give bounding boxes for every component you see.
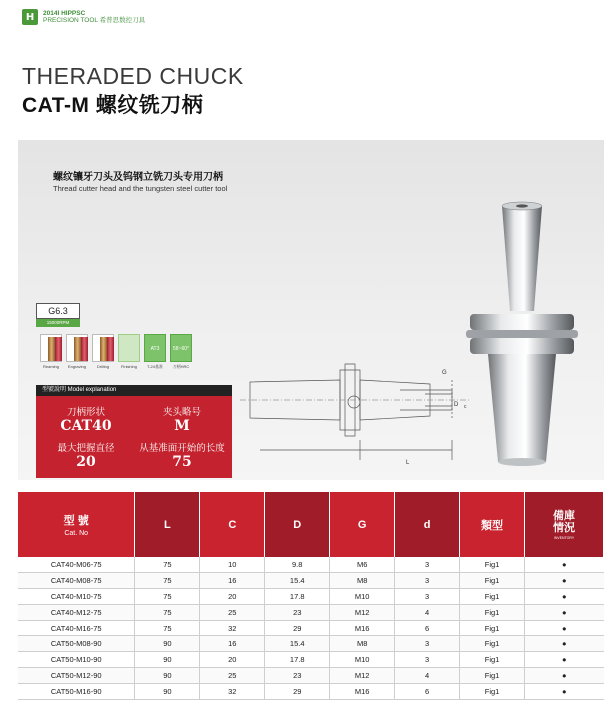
shank-label: 刀柄形状 — [66, 407, 105, 418]
cell-d: 6 — [395, 620, 460, 636]
cell-cat-no: CAT50-M10-90 — [18, 652, 135, 668]
spec-table — [18, 492, 604, 700]
cell-type: Fig1 — [460, 589, 525, 605]
cell-type: Fig1 — [460, 604, 525, 620]
model-explanation-box — [36, 396, 232, 478]
cell-L: 75 — [135, 620, 200, 636]
table-row — [18, 557, 604, 573]
grip-label: 最大把握直径 — [57, 443, 115, 454]
cell-L: 90 — [135, 652, 200, 668]
cell-D: 29 — [265, 620, 330, 636]
cell-G: M8 — [330, 636, 395, 652]
cell-stock: ● — [525, 620, 604, 636]
cell-L: 75 — [135, 604, 200, 620]
icon-captions — [40, 364, 192, 370]
cell-C: 16 — [200, 573, 265, 589]
cell-C: 32 — [200, 620, 265, 636]
at3-icon: AT3 — [144, 334, 166, 362]
col-D: D — [265, 492, 330, 557]
cell-cat-no: CAT50-M16-90 — [18, 683, 135, 699]
cell-d: 4 — [395, 604, 460, 620]
reaming-icon — [40, 334, 62, 362]
cell-cat-no: CAT40-M06-75 — [18, 557, 135, 573]
table-header-row — [18, 492, 604, 557]
cell-D: 15.4 — [265, 636, 330, 652]
cell-stock: ● — [525, 683, 604, 699]
cell-C: 16 — [200, 636, 265, 652]
col-stock — [525, 492, 604, 557]
logo-line-2: PRECISION TOOL 希普思数控刀具 — [43, 17, 146, 24]
cell-cat-no: CAT40-M08-75 — [18, 573, 135, 589]
cell-D: 29 — [265, 683, 330, 699]
cell-cat-no: CAT50-M08-90 — [18, 636, 135, 652]
table-row — [18, 683, 604, 699]
chuck-label: 夹头略号 — [162, 407, 201, 418]
cell-stock: ● — [525, 573, 604, 589]
table-row — [18, 589, 604, 605]
brand-logo — [22, 9, 145, 25]
cell-D: 17.8 — [265, 652, 330, 668]
cell-C: 32 — [200, 683, 265, 699]
cell-cat-no: CAT50-M12-90 — [18, 668, 135, 684]
cell-type: Fig1 — [460, 620, 525, 636]
logo-line-1: 2014I HIPPSC — [43, 9, 86, 17]
cell-D: 23 — [265, 668, 330, 684]
tool-holder-image — [462, 196, 582, 472]
cell-L: 90 — [135, 683, 200, 699]
col-cat-no — [18, 492, 135, 557]
description-cn: 螺纹镶牙刀头及钨钢立铣刀头专用刀柄 — [53, 172, 223, 183]
cell-d: 3 — [395, 573, 460, 589]
dim-label-L: L — [406, 460, 410, 466]
cell-G: M8 — [330, 573, 395, 589]
col-stock-cn: 備庫 情況 — [553, 509, 575, 534]
cell-L: 75 — [135, 589, 200, 605]
length-value: 75 — [172, 454, 192, 470]
cell-G: M6 — [330, 557, 395, 573]
cell-stock: ● — [525, 636, 604, 652]
cell-type: Fig1 — [460, 557, 525, 573]
caption-drilling: Drilling — [96, 364, 110, 369]
dim-label-c: c — [464, 404, 467, 410]
cell-D: 23 — [265, 604, 330, 620]
cell-G: M16 — [330, 620, 395, 636]
cell-type: Fig1 — [460, 668, 525, 684]
cell-L: 75 — [135, 573, 200, 589]
cell-C: 10 — [200, 557, 265, 573]
cell-G: M10 — [330, 652, 395, 668]
table-row — [18, 620, 604, 636]
col-C: C — [200, 492, 265, 557]
cell-G: M16 — [330, 683, 395, 699]
cell-D: 15.4 — [265, 573, 330, 589]
cell-d: 3 — [395, 652, 460, 668]
table-body — [18, 557, 604, 699]
cell-C: 20 — [200, 589, 265, 605]
page-title-en: THERADED CHUCK — [22, 63, 244, 89]
cell-stock: ● — [525, 589, 604, 605]
hrc-icon: 58~60° — [170, 334, 192, 362]
cell-stock: ● — [525, 604, 604, 620]
caption-engraving: Engraving — [67, 364, 86, 369]
chuck-value: M — [174, 418, 190, 434]
cell-G: M12 — [330, 668, 395, 684]
cell-cat-no: CAT40-M16-75 — [18, 620, 135, 636]
cell-G: M12 — [330, 604, 395, 620]
cell-D: 9.8 — [265, 557, 330, 573]
cell-type: Fig1 — [460, 573, 525, 589]
rpm-badge: 15000RPM — [36, 319, 80, 327]
dim-label-D: D — [454, 402, 459, 408]
balance-grade: G6.3 — [36, 303, 80, 319]
finishing-icon — [118, 334, 140, 362]
col-stock-en: INVENTORY — [553, 535, 575, 540]
cell-type: Fig1 — [460, 683, 525, 699]
cell-C: 25 — [200, 668, 265, 684]
model-explanation-header: 型號說明 Model explanation — [36, 385, 232, 396]
caption-hrc: 刀柄HRC — [172, 364, 190, 369]
logo-mark: H — [22, 9, 38, 25]
drilling-icon — [92, 334, 114, 362]
cell-D: 17.8 — [265, 589, 330, 605]
length-label: 从基准面开始的长度 — [139, 443, 225, 454]
cell-L: 75 — [135, 557, 200, 573]
cell-stock: ● — [525, 557, 604, 573]
dim-label-G: G — [442, 370, 447, 376]
col-d: d — [395, 492, 460, 557]
caption-at3: T-24基准 — [146, 364, 163, 369]
logo-text — [43, 10, 145, 25]
description-en: Thread cutter head and the tungsten steel cutter tool — [53, 184, 228, 193]
caption-reaming: Reaming — [42, 364, 59, 369]
table-row — [18, 668, 604, 684]
cell-d: 3 — [395, 557, 460, 573]
table-row — [18, 604, 604, 620]
cell-stock: ● — [525, 652, 604, 668]
technical-drawing — [240, 350, 480, 475]
cell-G: M10 — [330, 589, 395, 605]
cell-d: 6 — [395, 683, 460, 699]
table-row — [18, 573, 604, 589]
cell-cat-no: CAT40-M12-75 — [18, 604, 135, 620]
page-title-cn: CAT-M 螺纹铣刀柄 — [22, 94, 204, 117]
shank-value: CAT40 — [60, 418, 112, 434]
col-cat-no-cn: 型 號 — [63, 515, 89, 527]
cell-d: 3 — [395, 636, 460, 652]
cell-type: Fig1 — [460, 636, 525, 652]
cell-stock: ● — [525, 668, 604, 684]
engraving-icon — [66, 334, 88, 362]
cell-type: Fig1 — [460, 652, 525, 668]
table-row — [18, 636, 604, 652]
col-cat-no-en: Cat. No — [64, 530, 89, 537]
cell-cat-no: CAT40-M10-75 — [18, 589, 135, 605]
grip-value: 20 — [76, 454, 96, 470]
cell-C: 25 — [200, 604, 265, 620]
application-icons — [40, 334, 192, 362]
col-G: G — [330, 492, 395, 557]
col-type: 類型 — [460, 492, 525, 557]
cell-L: 90 — [135, 636, 200, 652]
col-L: L — [135, 492, 200, 557]
table-row — [18, 652, 604, 668]
cell-d: 4 — [395, 668, 460, 684]
cell-L: 90 — [135, 668, 200, 684]
caption-finishing: Finishing — [120, 364, 137, 369]
cell-C: 20 — [200, 652, 265, 668]
cell-d: 3 — [395, 589, 460, 605]
